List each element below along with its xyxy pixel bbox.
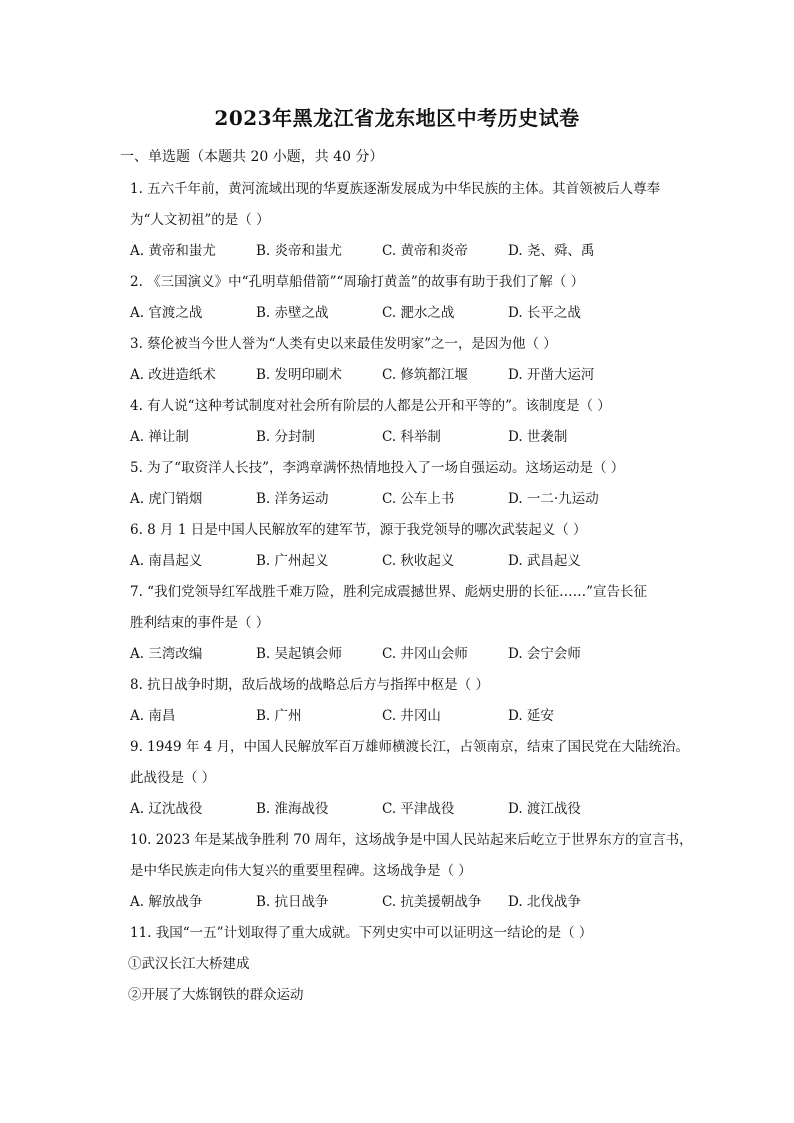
question-list [128, 174, 693, 1011]
question-4 [130, 391, 690, 453]
option-row [130, 236, 690, 267]
question-2 [130, 267, 690, 329]
option-d: D. 尧、舜、禹 [508, 243, 595, 259]
option-b: B. 抗日战争 [256, 894, 329, 910]
option-row [130, 546, 690, 577]
option-row [130, 360, 690, 391]
option-a: A. 禅让制 [130, 429, 189, 445]
question-text: 是中华民族走向伟大复兴的重要里程碑。这场战争是（ ） [130, 863, 472, 879]
question-text: 为“人文初祖”的是（ ） [130, 212, 270, 228]
option-d: D. 长平之战 [508, 305, 581, 321]
question-6 [130, 515, 690, 577]
option-c: C. 抗美援朝战争 [382, 894, 482, 910]
question-text: 10. 2023 年是某战争胜利 70 周年，这场战争是中国人民站起来后屹立于世界东方的宣言书， [130, 832, 693, 848]
option-b: B. 吴起镇会师 [256, 646, 343, 662]
question-text: 2. 《三国演义》中“孔明草船借箭”“周瑜打黄盖”的故事有助于我们了解（ ） [130, 274, 585, 290]
option-a: A. 官渡之战 [130, 305, 203, 321]
option-c: C. 黄帝和炎帝 [382, 243, 468, 259]
option-c: C. 修筑都江堰 [382, 367, 468, 383]
question-10 [130, 825, 693, 918]
option-row [130, 484, 690, 515]
option-row [130, 639, 690, 670]
option-c: C. 井冈山 [382, 708, 441, 724]
option-d: D. 世袭制 [508, 429, 568, 445]
option-row [130, 298, 690, 329]
option-row [130, 887, 690, 918]
option-a: A. 南昌 [130, 708, 176, 724]
option-a: A. 解放战争 [130, 894, 203, 910]
option-a: A. 辽沈战役 [130, 801, 203, 817]
question-text: 9. 1949 年 4 月，中国人民解放军百万雄师横渡长江，占领南京，结束了国民党在大陆统治。 [130, 739, 689, 755]
option-a: A. 虎门销烟 [130, 491, 203, 507]
option-a: A. 三湾改编 [130, 646, 203, 662]
option-b: B. 赤壁之战 [256, 305, 329, 321]
option-row [130, 422, 690, 453]
option-b: B. 广州 [256, 708, 302, 724]
option-b: B. 广州起义 [256, 553, 329, 569]
option-c: C. 秋收起义 [382, 553, 455, 569]
option-d: D. 开凿大运河 [508, 367, 595, 383]
question-text: 7. “我们党领导红军战胜千难万险，胜利完成震撼世界、彪炳史册的长征……”宣告长征 [130, 584, 647, 600]
option-c: C. 平津战役 [382, 801, 455, 817]
question-text: 1. 五六千年前，黄河流域出现的华夏族逐渐发展成为中华民族的主体。其首领被后人尊奉 [130, 181, 661, 197]
option-c: C. 公车上书 [382, 491, 455, 507]
option-b: B. 洋务运动 [256, 491, 329, 507]
question-11 [130, 918, 690, 949]
option-a: A. 南昌起义 [130, 553, 203, 569]
option-a: A. 黄帝和蚩尤 [130, 243, 216, 259]
option-c: C. 科举制 [382, 429, 441, 445]
question-1 [130, 174, 690, 267]
option-b: B. 淮海战役 [256, 801, 329, 817]
question-text: 6. 8 月 1 日是中国人民解放军的建军节，源于我党领导的哪次武装起义（ ） [130, 522, 587, 538]
question-text: 11. 我国“一五”计划取得了重大成就。下列史实中可以证明这一结论的是（ ） [130, 925, 593, 941]
question-3 [130, 329, 690, 391]
statement-item: ②开展了大炼钢铁的群众运动 [128, 987, 304, 1003]
statement-item: ①武汉长江大桥建成 [128, 956, 250, 972]
option-c: C. 淝水之战 [382, 305, 455, 321]
option-d: D. 北伐战争 [508, 894, 581, 910]
option-row [130, 701, 690, 732]
question-9 [130, 732, 690, 825]
question-text: 4. 有人说“这种考试制度对社会所有阶层的人都是公开和平等的”。该制度是（ ） [130, 398, 611, 414]
option-c: C. 井冈山会师 [382, 646, 468, 662]
option-d: D. 延安 [508, 708, 554, 724]
option-d: D. 会宁会师 [508, 646, 581, 662]
question-text: 5. 为了“取资洋人长技”，李鸿章满怀热情地投入了一场自强运动。这场运动是（ ） [130, 460, 625, 476]
question-text: 8. 抗日战争时期，敌后战场的战略总后方与指挥中枢是（ ） [130, 677, 489, 693]
question-7 [130, 577, 690, 670]
option-d: D. 武昌起义 [508, 553, 581, 569]
section-heading: 一、单选题（本题共 20 小题，共 40 分） [120, 149, 384, 165]
option-d: D. 渡江战役 [508, 801, 581, 817]
option-d: D. 一二·九运动 [508, 491, 599, 507]
page-title: 2023年黑龙江省龙东地区中考历史试卷 [214, 106, 580, 130]
question-text: 此战役是（ ） [130, 770, 216, 786]
question-text: 3. 蔡伦被当今世人誉为“人类有史以来最佳发明家”之一，是因为他（ ） [130, 336, 557, 352]
question-8 [130, 670, 690, 732]
option-row [130, 794, 690, 825]
option-a: A. 改进造纸术 [130, 367, 216, 383]
option-b: B. 发明印刷术 [256, 367, 343, 383]
question-text: 胜利结束的事件是（ ） [130, 615, 270, 631]
option-b: B. 炎帝和蚩尤 [256, 243, 343, 259]
question-5 [130, 453, 690, 515]
option-b: B. 分封制 [256, 429, 316, 445]
